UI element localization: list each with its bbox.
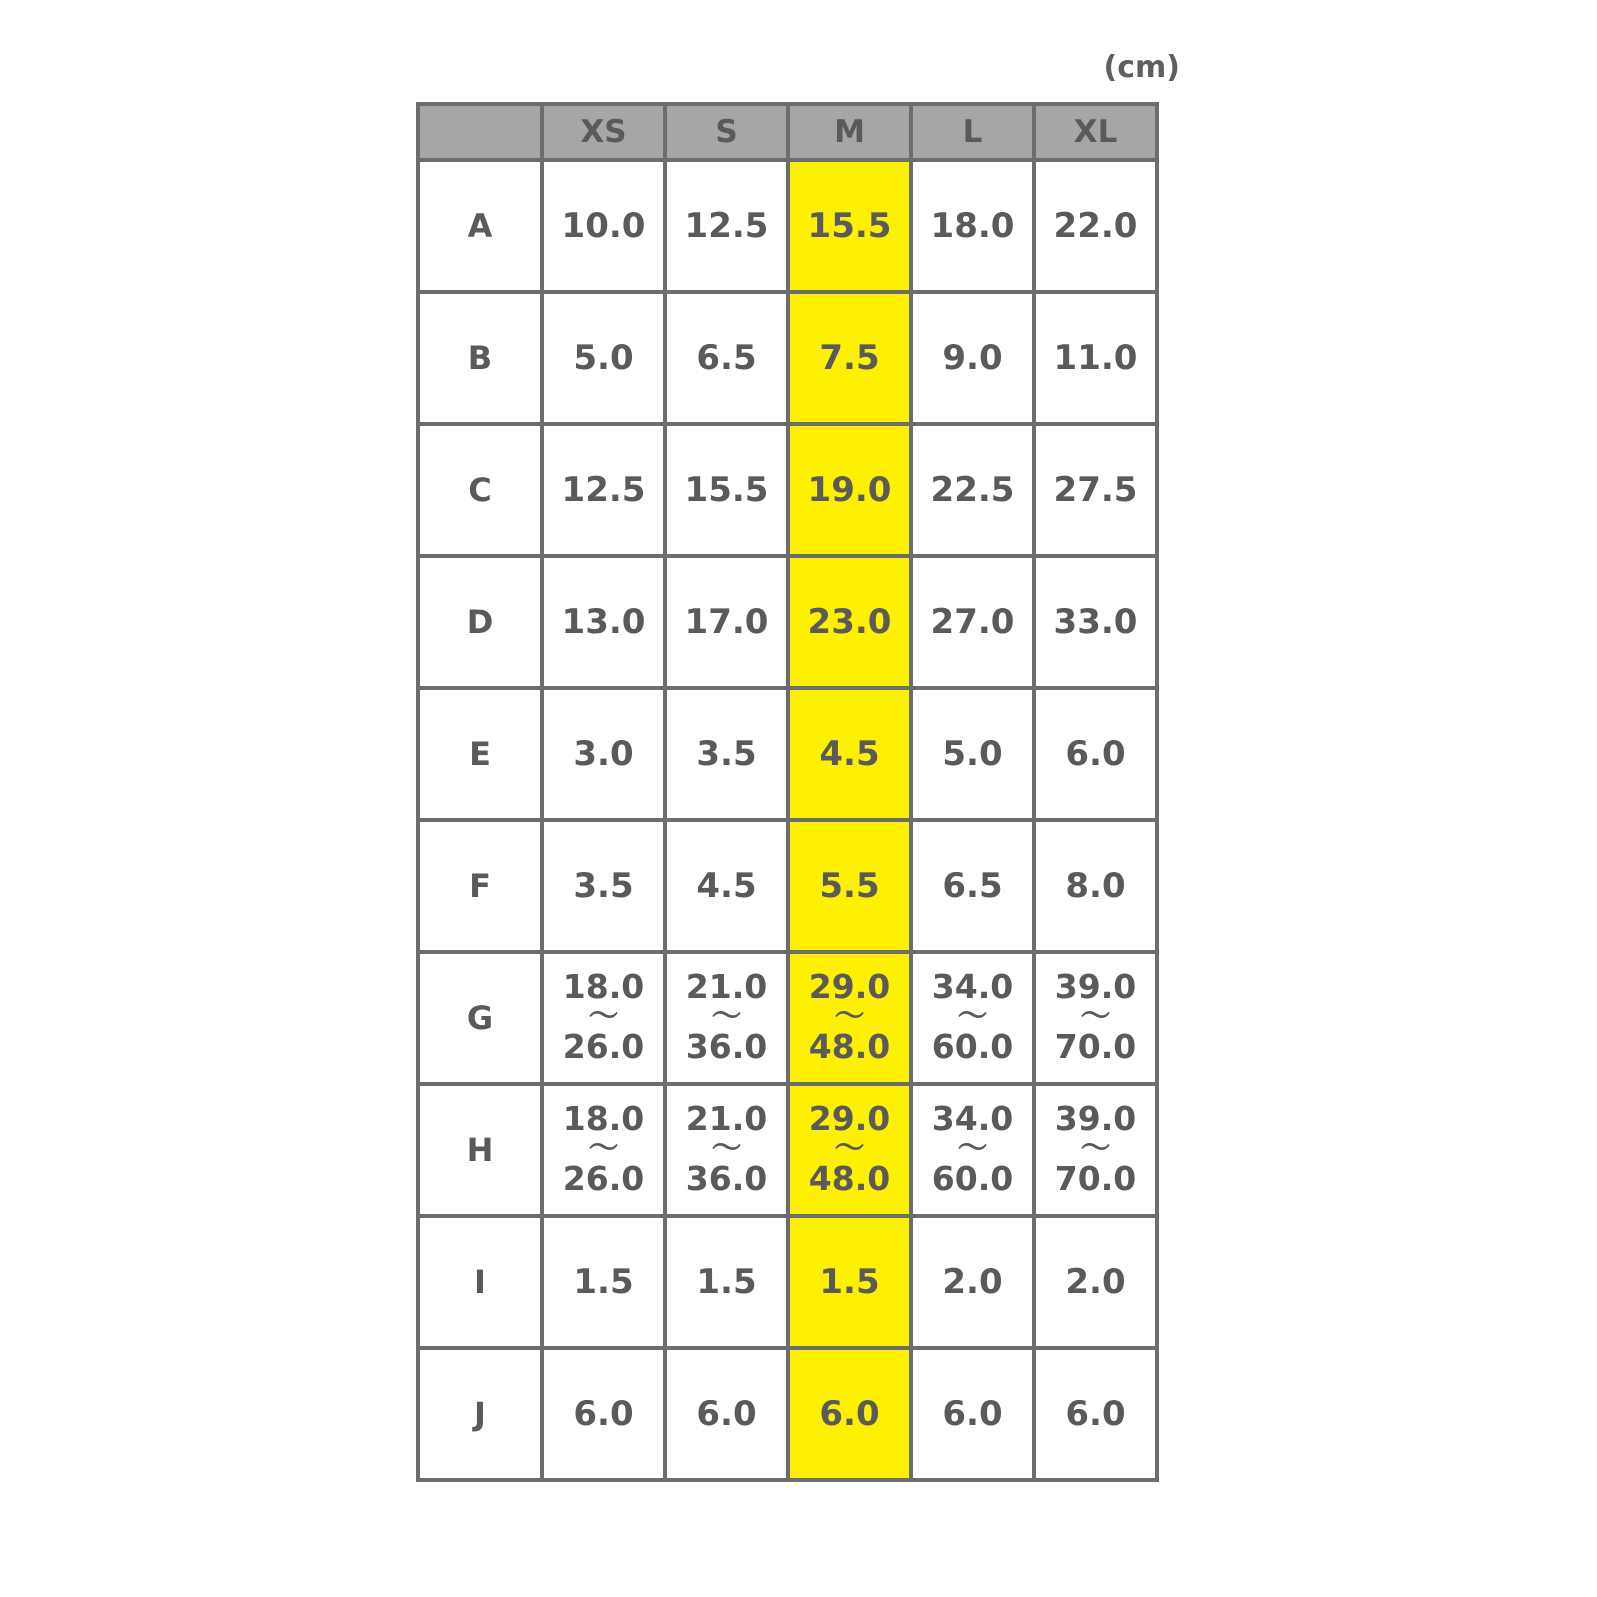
range-tilde: 〜: [834, 1130, 865, 1166]
range-tilde: 〜: [1080, 998, 1111, 1034]
range-tilde: 〜: [1080, 1130, 1111, 1166]
row-label-h: H: [418, 1084, 542, 1216]
row-label-c: C: [418, 424, 542, 556]
value-cell-e-l: 5.0: [911, 688, 1034, 820]
value-cell-g-s: [665, 952, 788, 1084]
value-cell-f-xl: 8.0: [1034, 820, 1157, 952]
row-label-i: I: [418, 1216, 542, 1348]
range-value: [931, 966, 1014, 1066]
range-from: 34.0: [931, 1098, 1014, 1138]
range-to: 70.0: [1054, 1026, 1137, 1066]
range-to: 70.0: [1054, 1158, 1137, 1198]
header-row: [418, 104, 1157, 160]
value-cell-d-l: 27.0: [911, 556, 1034, 688]
column-header-xs: XS: [542, 104, 665, 160]
range-value: [931, 1098, 1014, 1198]
range-value: [562, 1098, 645, 1198]
value-cell-c-xs: 12.5: [542, 424, 665, 556]
range-value: [562, 966, 645, 1066]
value-cell-i-l: 2.0: [911, 1216, 1034, 1348]
value-cell-g-m: [788, 952, 911, 1084]
value-cell-d-m: 23.0: [788, 556, 911, 688]
range-value: [685, 966, 768, 1066]
value-cell-e-m: 4.5: [788, 688, 911, 820]
range-to: 48.0: [808, 1158, 891, 1198]
value-cell-i-xl: 2.0: [1034, 1216, 1157, 1348]
column-header-m: M: [788, 104, 911, 160]
range-tilde: 〜: [711, 998, 742, 1034]
range-from: 29.0: [808, 1098, 891, 1138]
value-cell-d-xs: 13.0: [542, 556, 665, 688]
range-value: [1054, 1098, 1137, 1198]
range-tilde: 〜: [711, 1130, 742, 1166]
column-header-xl: XL: [1034, 104, 1157, 160]
table-row: [418, 1216, 1157, 1348]
value-cell-j-s: 6.0: [665, 1348, 788, 1480]
value-cell-j-l: 6.0: [911, 1348, 1034, 1480]
table-row: [418, 292, 1157, 424]
range-tilde: 〜: [957, 998, 988, 1034]
range-from: 34.0: [931, 966, 1014, 1006]
range-value: [1054, 966, 1137, 1066]
table-row: [418, 160, 1157, 292]
header-corner-cell: [418, 104, 542, 160]
value-cell-g-xl: [1034, 952, 1157, 1084]
value-cell-b-xs: 5.0: [542, 292, 665, 424]
range-to: 26.0: [562, 1026, 645, 1066]
value-cell-g-l: [911, 952, 1034, 1084]
value-cell-j-m: 6.0: [788, 1348, 911, 1480]
value-cell-a-s: 12.5: [665, 160, 788, 292]
unit-label: (cm): [1103, 50, 1180, 85]
value-cell-f-m: 5.5: [788, 820, 911, 952]
range-value: [808, 1098, 891, 1198]
value-cell-d-s: 17.0: [665, 556, 788, 688]
value-cell-b-s: 6.5: [665, 292, 788, 424]
table-row: [418, 556, 1157, 688]
value-cell-d-xl: 33.0: [1034, 556, 1157, 688]
column-header-s: S: [665, 104, 788, 160]
row-label-e: E: [418, 688, 542, 820]
range-tilde: 〜: [588, 1130, 619, 1166]
value-cell-h-xl: [1034, 1084, 1157, 1216]
size-table: [416, 102, 1159, 1482]
table-row: [418, 1084, 1157, 1216]
value-cell-a-m: 15.5: [788, 160, 911, 292]
value-cell-e-xl: 6.0: [1034, 688, 1157, 820]
range-from: 21.0: [685, 966, 768, 1006]
value-cell-h-l: [911, 1084, 1034, 1216]
value-cell-i-m: 1.5: [788, 1216, 911, 1348]
range-tilde: 〜: [834, 998, 865, 1034]
value-cell-c-xl: 27.5: [1034, 424, 1157, 556]
row-label-g: G: [418, 952, 542, 1084]
value-cell-g-xs: [542, 952, 665, 1084]
value-cell-i-s: 1.5: [665, 1216, 788, 1348]
range-to: 48.0: [808, 1026, 891, 1066]
table-row: [418, 820, 1157, 952]
row-label-j: J: [418, 1348, 542, 1480]
value-cell-b-xl: 11.0: [1034, 292, 1157, 424]
table-row: [418, 688, 1157, 820]
value-cell-j-xl: 6.0: [1034, 1348, 1157, 1480]
value-cell-b-m: 7.5: [788, 292, 911, 424]
value-cell-b-l: 9.0: [911, 292, 1034, 424]
row-label-b: B: [418, 292, 542, 424]
value-cell-h-m: [788, 1084, 911, 1216]
range-to: 60.0: [931, 1158, 1014, 1198]
value-cell-a-xl: 22.0: [1034, 160, 1157, 292]
range-to: 60.0: [931, 1026, 1014, 1066]
range-from: 39.0: [1054, 966, 1137, 1006]
range-tilde: 〜: [957, 1130, 988, 1166]
value-cell-f-l: 6.5: [911, 820, 1034, 952]
range-value: [685, 1098, 768, 1198]
range-tilde: 〜: [588, 998, 619, 1034]
value-cell-h-xs: [542, 1084, 665, 1216]
range-to: 36.0: [685, 1158, 768, 1198]
table-row: [418, 424, 1157, 556]
table-header: [418, 104, 1157, 160]
table-row: [418, 1348, 1157, 1480]
row-label-f: F: [418, 820, 542, 952]
table-body: [418, 160, 1157, 1480]
value-cell-i-xs: 1.5: [542, 1216, 665, 1348]
value-cell-c-s: 15.5: [665, 424, 788, 556]
value-cell-h-s: [665, 1084, 788, 1216]
range-to: 26.0: [562, 1158, 645, 1198]
range-from: 18.0: [562, 1098, 645, 1138]
value-cell-j-xs: 6.0: [542, 1348, 665, 1480]
table-row: [418, 952, 1157, 1084]
value-cell-e-s: 3.5: [665, 688, 788, 820]
range-to: 36.0: [685, 1026, 768, 1066]
value-cell-a-xs: 10.0: [542, 160, 665, 292]
range-from: 39.0: [1054, 1098, 1137, 1138]
value-cell-e-xs: 3.0: [542, 688, 665, 820]
column-header-l: L: [911, 104, 1034, 160]
range-value: [808, 966, 891, 1066]
value-cell-c-l: 22.5: [911, 424, 1034, 556]
row-label-a: A: [418, 160, 542, 292]
value-cell-f-xs: 3.5: [542, 820, 665, 952]
value-cell-a-l: 18.0: [911, 160, 1034, 292]
range-from: 21.0: [685, 1098, 768, 1138]
range-from: 29.0: [808, 966, 891, 1006]
value-cell-f-s: 4.5: [665, 820, 788, 952]
row-label-d: D: [418, 556, 542, 688]
range-from: 18.0: [562, 966, 645, 1006]
value-cell-c-m: 19.0: [788, 424, 911, 556]
